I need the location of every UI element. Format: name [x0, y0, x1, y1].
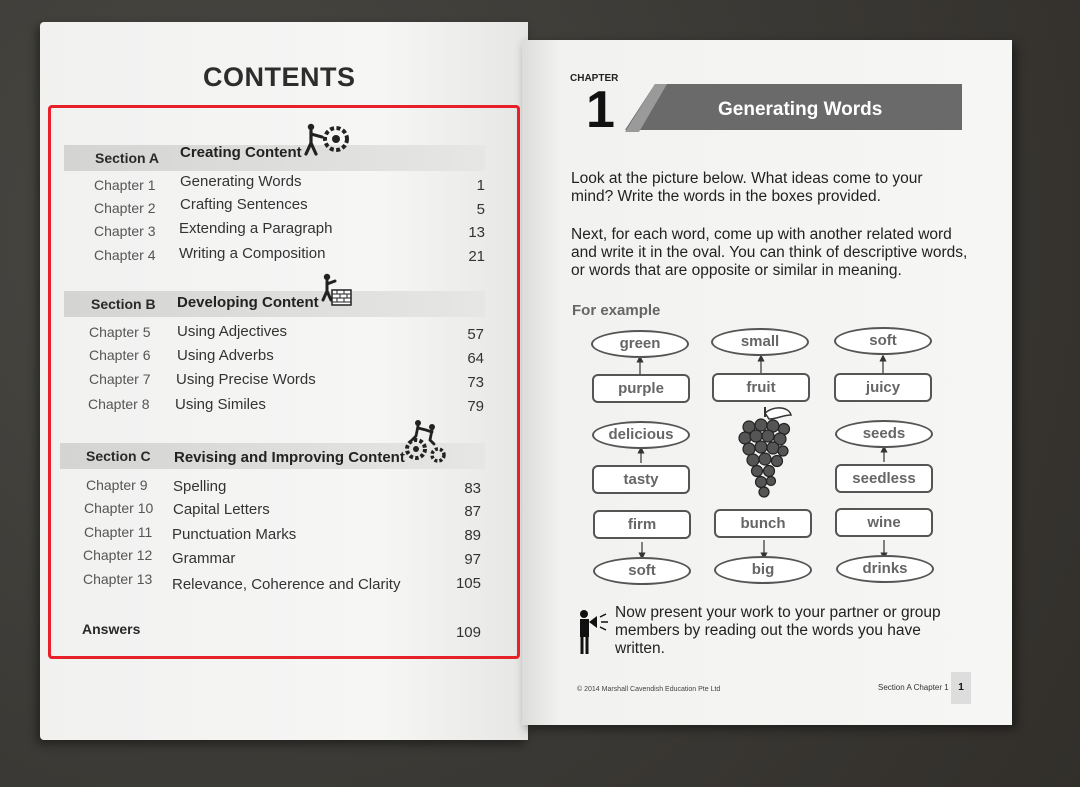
chapter-4-page: 21	[468, 248, 485, 265]
chapter-title: Generating Words	[718, 99, 883, 120]
word-oval-drinks: drinks	[836, 555, 934, 583]
section-b-label: Section B	[91, 296, 156, 312]
word-box-purple: purple	[592, 374, 690, 403]
chapter-7-label: Chapter 7	[89, 371, 151, 387]
chapter-1-title: Generating Words	[180, 173, 302, 190]
presenter-icon	[575, 608, 609, 656]
chapter-8-label: Chapter 8	[88, 396, 150, 412]
chapter-6-page: 64	[467, 350, 484, 367]
chapter-1-page: 1	[476, 177, 485, 194]
word-box-juicy: juicy	[834, 373, 932, 402]
chapter-12-label: Chapter 12	[83, 547, 153, 563]
chapter-5-page: 57	[467, 326, 484, 343]
section-c-label: Section C	[86, 448, 151, 464]
word-box-bunch: bunch	[714, 509, 812, 538]
present-text: Now present your work to your partner or group members by reading out the words you have written.	[615, 604, 941, 657]
chapter-9-page: 83	[464, 480, 481, 497]
chapter-2-title: Crafting Sentences	[180, 196, 308, 213]
page-number: 1	[951, 672, 971, 704]
word-oval-big: big	[714, 556, 812, 584]
chapter-2-label: Chapter 2	[94, 200, 156, 216]
word-box-firm: firm	[593, 510, 691, 539]
section-b-title: Developing Content	[177, 294, 319, 311]
chapter-13-page: 105	[455, 575, 481, 592]
chapter-7-page: 73	[467, 374, 484, 391]
instruction-2: Next, for each word, come up with another related word and write it in the oval. You can think of descriptive words, or words that are opposite or similar in meaning.	[571, 226, 968, 279]
chapter-5-title: Using Adjectives	[177, 323, 288, 340]
word-oval-seeds: seeds	[835, 420, 933, 448]
chapter-10-page: 87	[464, 503, 481, 520]
chapter-11-title: Punctuation Marks	[172, 526, 297, 543]
chapter-6-label: Chapter 6	[89, 347, 151, 363]
section-a-title: Creating Content	[180, 144, 302, 161]
chapter-9-title: Spelling	[173, 478, 227, 495]
chapter-3-title: Extending a Paragraph	[179, 220, 333, 237]
answers-label: Answers	[82, 621, 141, 637]
chapter-11-label: Chapter 11	[84, 524, 153, 540]
chapter-13-label: Chapter 13	[83, 571, 153, 587]
chapter-10-title: Capital Letters	[173, 501, 270, 518]
chapter-10-label: Chapter 10	[84, 500, 154, 516]
chapter-6-title: Using Adverbs	[177, 347, 274, 364]
word-box-wine: wine	[835, 508, 933, 537]
footer-section: Section A Chapter 1	[878, 683, 949, 692]
chapter-8-title: Using Similes	[175, 396, 266, 413]
answers-page: 109	[455, 624, 481, 641]
chapter-1-label: Chapter 1	[94, 177, 156, 193]
chapter-4-label: Chapter 4	[94, 247, 156, 263]
highlight-box	[48, 105, 520, 659]
word-oval-small: small	[711, 328, 809, 356]
chapter-label: CHAPTER	[570, 73, 619, 84]
for-example-label: For example	[572, 302, 661, 319]
word-oval-delicious: delicious	[592, 421, 690, 449]
chapter-11-page: 89	[464, 527, 481, 544]
chapter-9-label: Chapter 9	[86, 477, 148, 493]
instruction-1: Look at the picture below. What ideas come to your mind? Write the words in the boxes provided.	[571, 170, 923, 205]
word-box-fruit: fruit	[712, 373, 810, 402]
chapter-8-page: 79	[467, 398, 484, 415]
chapter-12-page: 97	[464, 551, 481, 568]
section-a-label: Section A	[95, 150, 160, 166]
chapter-5-label: Chapter 5	[89, 324, 151, 340]
chapter-12-title: Grammar	[172, 550, 236, 567]
chapter-2-page: 5	[476, 201, 485, 218]
contents-title: CONTENTS	[203, 62, 356, 92]
chapter-4-title: Writing a Composition	[179, 245, 326, 262]
copyright: © 2014 Marshall Cavendish Education Pte Ltd	[577, 686, 721, 693]
word-box-seedless: seedless	[835, 464, 933, 493]
word-oval-soft-top: soft	[834, 327, 932, 355]
word-oval-soft-bottom: soft	[593, 557, 691, 585]
section-c-title: Revising and Improving Content	[174, 449, 405, 466]
chapter-13-title: Relevance, Coherence and Clarity	[172, 576, 401, 593]
chapter-3-label: Chapter 3	[94, 223, 156, 239]
chapter-3-page: 13	[468, 224, 485, 241]
word-oval-green: green	[591, 330, 689, 358]
chapter-number: 1	[586, 81, 615, 139]
chapter-7-title: Using Precise Words	[176, 371, 316, 388]
grapes-icon	[735, 405, 795, 505]
word-box-tasty: tasty	[592, 465, 690, 494]
